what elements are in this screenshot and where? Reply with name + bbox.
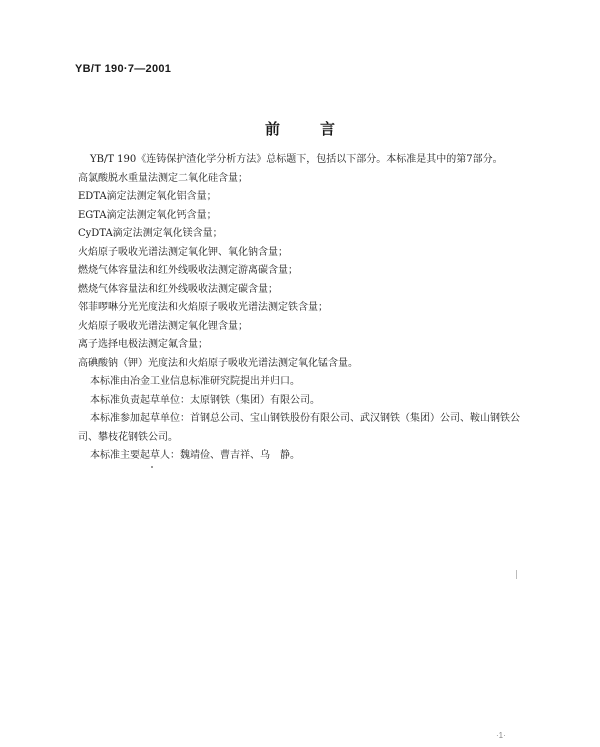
intro-paragraph: YB/T 190《连铸保护渣化学分析方法》总标题下，包括以下部分。本标准是其中的第7部分。 <box>90 154 503 165</box>
list-item: EGTA滴定法测定氧化钙含量； <box>78 209 217 221</box>
list-item: 高碘酸钠（钾）光度法和火焰原子吸收光谱法测定氧化锰含量。 <box>78 357 358 369</box>
drafters-paragraph: 本标准主要起草人：魏靖俭、曹吉祥、乌 静。 <box>90 450 300 461</box>
list-item: 燃烧气体容量法和红外线吸收法测定游离碳含量； <box>78 265 298 276</box>
list-item: 离子选择电极法测定氟含量； <box>78 339 208 350</box>
page-number: ·1· <box>496 731 506 740</box>
list-item: 高氯酸脱水重量法测定二氧化硅含量； <box>78 172 248 184</box>
scan-speck <box>516 570 517 579</box>
standard-code: YB/T 190·7—2001 <box>75 63 172 75</box>
participating-units-paragraph: 本标准参加起草单位：首钢总公司、宝山钢铁股份有限公司、武汉钢铁（集团）公司、鞍山钢铁公司、攀枝花钢铁公司。 <box>78 413 520 443</box>
page-title <box>0 118 600 139</box>
list-item: EDTA滴定法测定氧化铝含量； <box>78 191 217 202</box>
drafting-unit-paragraph: 本标准负责起草单位：太原钢铁（集团）有限公司。 <box>90 394 320 406</box>
proposer-paragraph: 本标准由冶金工业信息标准研究院提出并归口。 <box>90 376 300 387</box>
list-item: 火焰原子吸收光谱法测定氧化钾、氧化钠含量； <box>78 246 288 258</box>
scan-speck <box>151 466 153 468</box>
list-item: 燃烧气体容量法和红外线吸收法测定碳含量； <box>78 283 278 295</box>
page-title-text: 前言 <box>264 120 375 138</box>
list-item: 火焰原子吸收光谱法测定氧化锂含量； <box>78 320 248 332</box>
document-body <box>78 151 524 466</box>
list-item: 邻菲啰啉分光光度法和火焰原子吸收光谱法测定铁含量； <box>78 302 328 313</box>
list-item: CyDTA滴定法测定氧化镁含量； <box>78 228 223 239</box>
